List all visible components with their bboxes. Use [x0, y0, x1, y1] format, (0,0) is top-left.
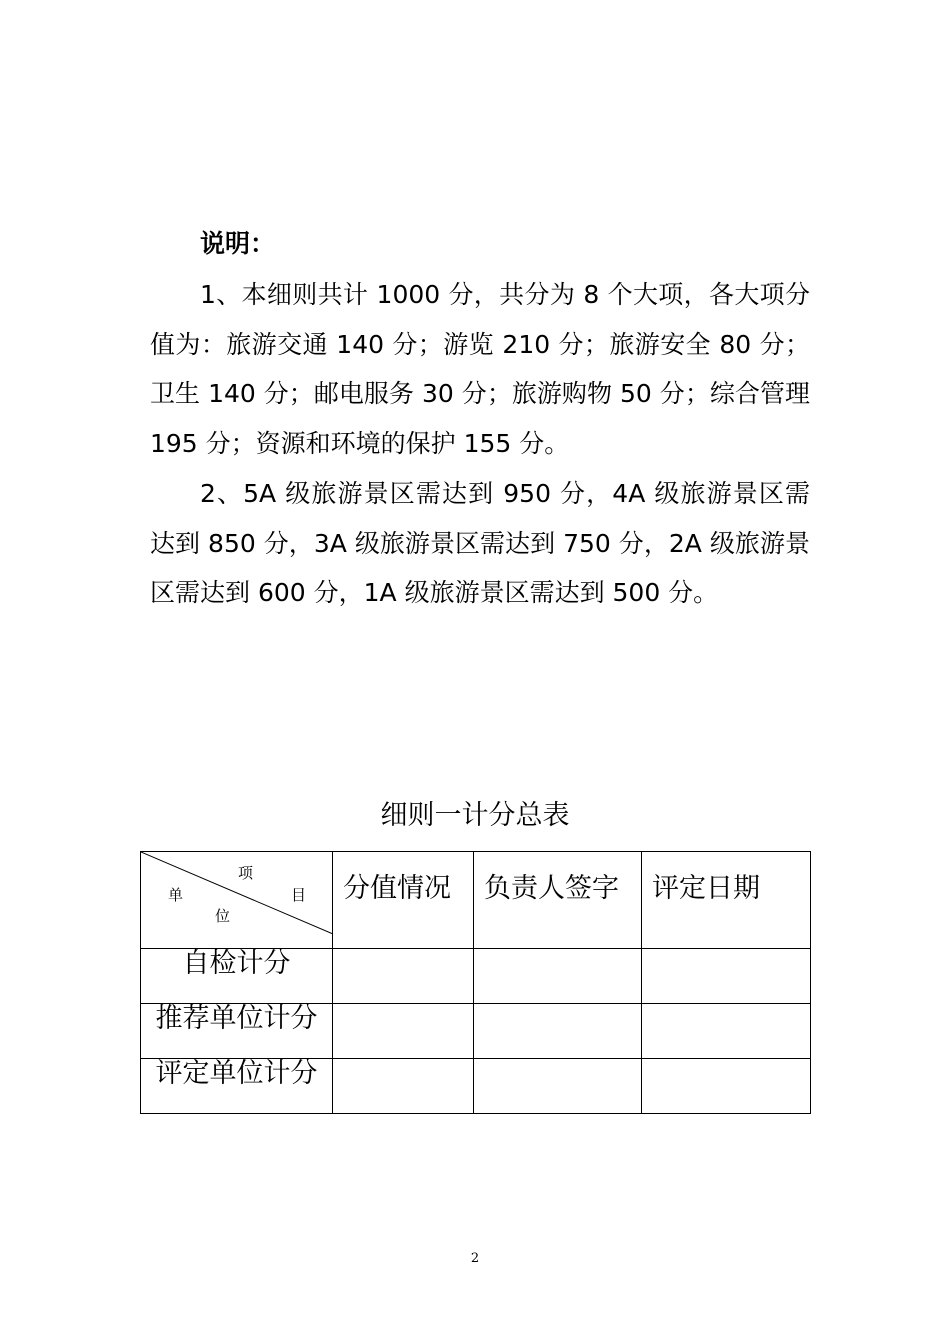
- table-title: 细则一计分总表: [380, 800, 570, 831]
- diagonal-corner-cell: [141, 852, 333, 949]
- table-cell[interactable]: [642, 1004, 811, 1059]
- notes-item-1: 1、本细则共计 1000 分，共分为 8 个大项，各大项分值为：旅游交通 140 分；游览 210 分；旅游安全 80 分；卫生 140 分；邮电服务 30 分；旅游购物 50 分；综合管理 195 分；资源和环境的保护 155 分。: [150, 280, 810, 458]
- column-header: 分值情况: [333, 852, 474, 949]
- column-header: 负责人签字: [474, 852, 642, 949]
- page-number: 2: [470, 1251, 480, 1266]
- corner-label-wei: 位: [215, 907, 231, 925]
- corner-label-dan: 单: [168, 886, 184, 904]
- table-header-row: [141, 852, 811, 949]
- row-label: 推荐单位计分: [141, 1004, 333, 1059]
- notes-item-2: 2、5A 级旅游景区需达到 950 分，4A 级旅游景区需达到 850 分，3A 级旅游景区需达到 750 分，2A 级旅游景区需达到 600 分，1A 级旅游景区需达到 500 分。: [150, 479, 810, 607]
- table-row: [141, 1004, 811, 1059]
- table-row: [141, 1059, 811, 1114]
- notes-heading: 说明：: [200, 229, 276, 258]
- table-cell[interactable]: [474, 1059, 642, 1114]
- table-cell[interactable]: [474, 949, 642, 1004]
- column-header: 评定日期: [642, 852, 811, 949]
- table-cell[interactable]: [333, 1004, 474, 1059]
- table-cell[interactable]: [474, 1004, 642, 1059]
- table-cell[interactable]: [333, 949, 474, 1004]
- corner-label-xiang: 项: [238, 864, 254, 882]
- row-label: 自检计分: [141, 949, 333, 1004]
- table-cell[interactable]: [333, 1059, 474, 1114]
- table-row: [141, 949, 811, 1004]
- row-label: 评定单位计分: [141, 1059, 333, 1114]
- table-cell[interactable]: [642, 949, 811, 1004]
- corner-label-mu: 目: [291, 886, 307, 904]
- score-summary-table: [140, 851, 811, 1114]
- table-cell[interactable]: [642, 1059, 811, 1114]
